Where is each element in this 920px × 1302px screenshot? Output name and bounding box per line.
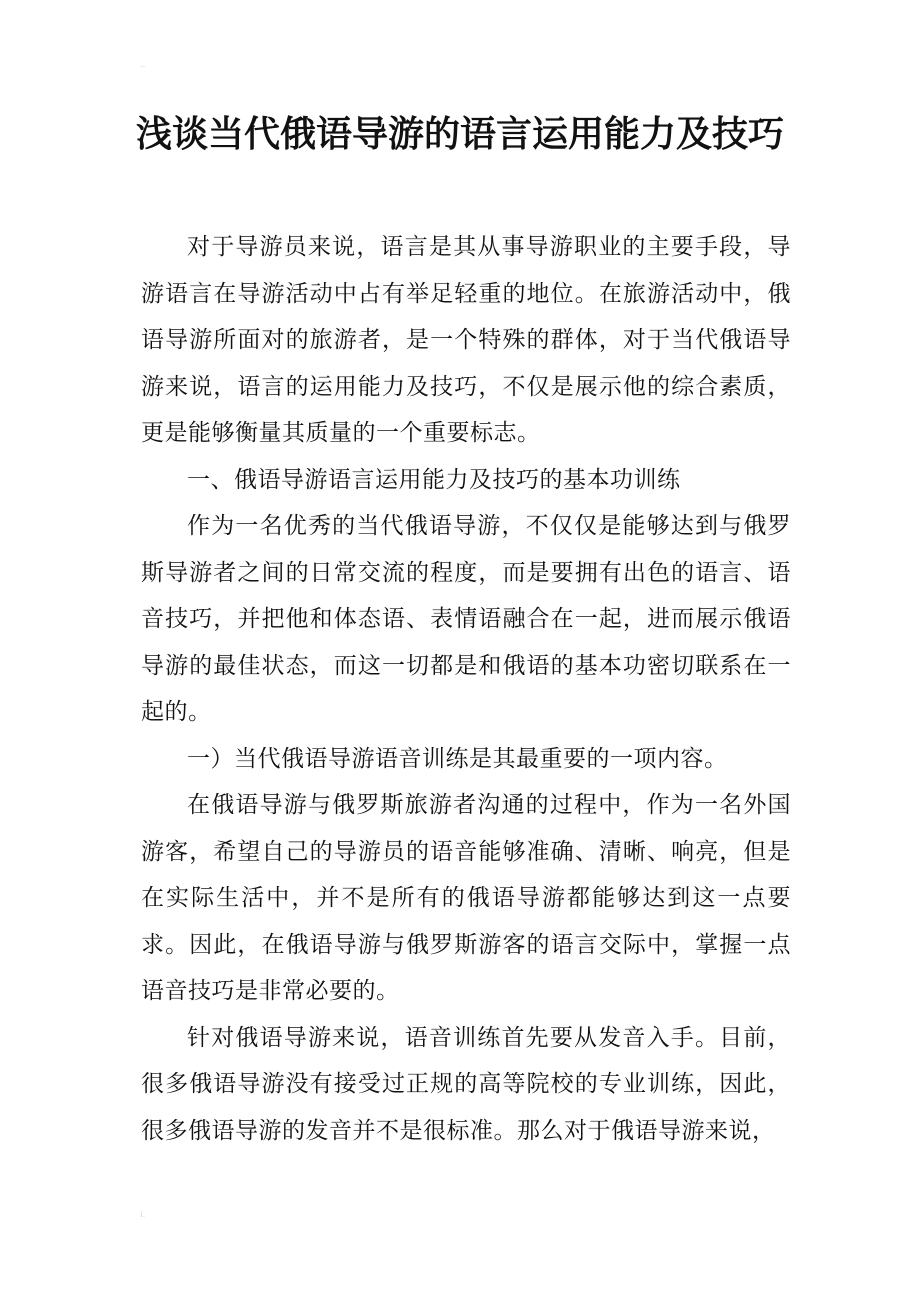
subsection-heading: 一）当代俄语导游语音训练是其最重要的一项内容。: [187, 745, 728, 772]
corner-crop-mark: ⌐: [140, 63, 146, 71]
body-paragraph: 作为一名优秀的当代俄语导游，不仅仅是能够达到与俄罗斯导游者之间的日常交流的程度，而是要拥有出色的语言、语音技巧，并把他和体态语、表情语融合在一起，进而展示俄语导游的最佳状态，而这一切都是和俄语的基本功密切联系在一起的。: [141, 513, 791, 725]
corner-crop-mark: L: [140, 1211, 145, 1219]
body-paragraph: 对于导游员来说，语言是其从事导游职业的主要手段，导游语言在导游活动中占有举足轻重的地位。在旅游活动中，俄语导游所面对的旅游者，是一个特殊的群体，对于当代俄语导游来说，语言的运用能力及技巧，不仅是展示他的综合素质，更是能够衡量其质量的一个重要标志。: [141, 234, 791, 446]
document-title: 浅谈当代俄语导游的语言运用能力及技巧: [135, 114, 784, 155]
document-body: [141, 224, 791, 1154]
body-paragraph: 在俄语导游与俄罗斯旅游者沟通的过程中，作为一名外国游客，希望自己的导游员的语音能够准确、清晰、响亮，但是在实际生活中，并不是所有的俄语导游都能够达到这一点要求。因此，在俄语导游与俄罗斯游客的语言交际中，掌握一点语音技巧是非常必要的。: [141, 792, 791, 1004]
section-heading: 一、俄语导游语言运用能力及技巧的基本功训练: [187, 466, 681, 493]
body-paragraph: 针对俄语导游来说，语音训练首先要从发音入手。目前，很多俄语导游没有接受过正规的高等院校的专业训练，因此，很多俄语导游的发音并不是很标准。那么对于俄语导游来说，: [141, 1024, 791, 1144]
